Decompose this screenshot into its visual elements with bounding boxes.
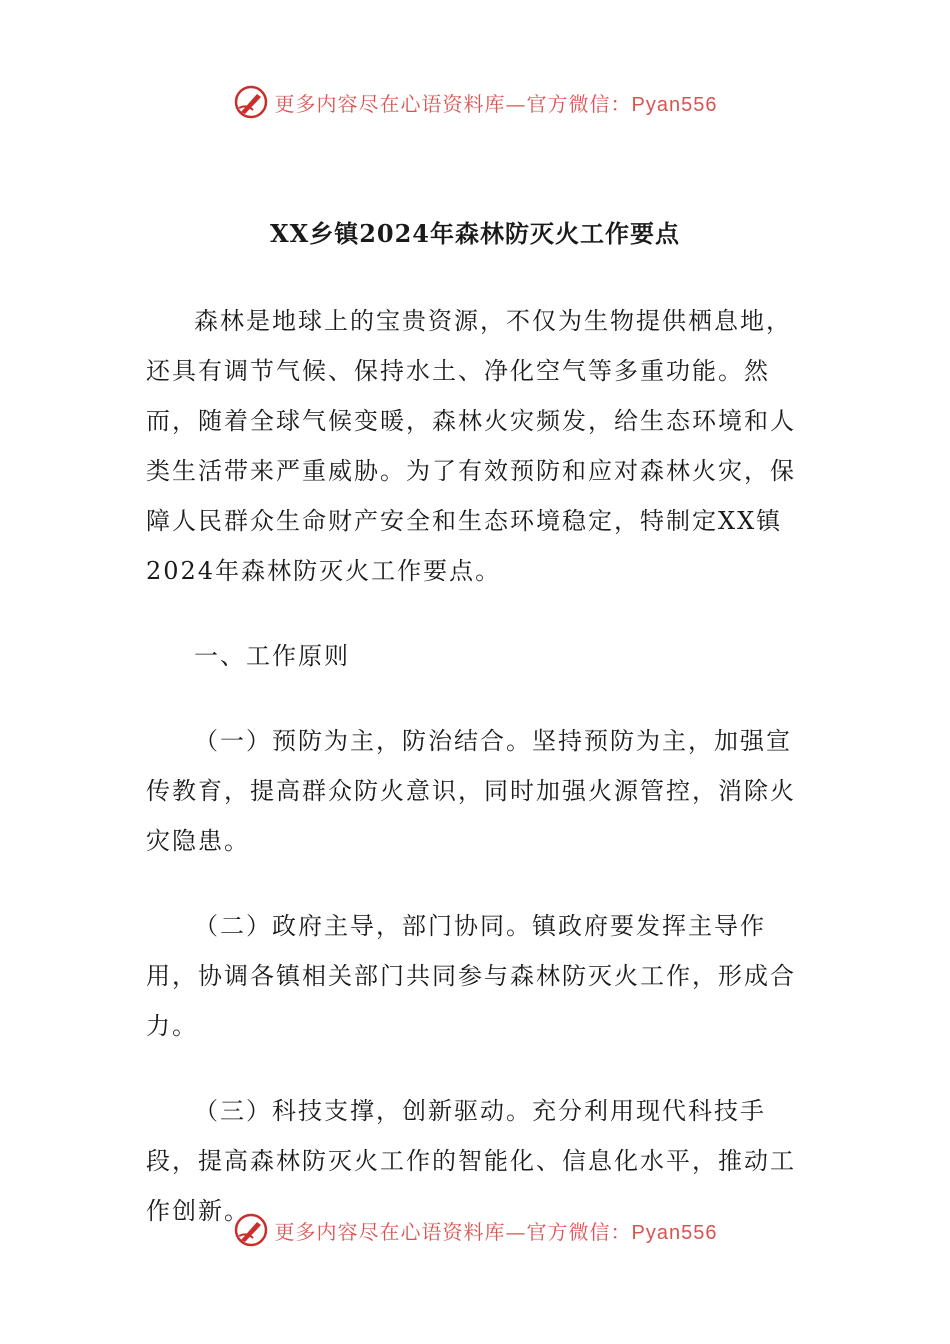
footer-watermark: [0, 1212, 950, 1248]
document-title: XX乡镇2024年森林防灭火工作要点: [269, 219, 681, 248]
watermark-wechat: Pyan556: [631, 93, 718, 116]
intro-paragraph: 森林是地球上的宝贵资源，不仅为生物提供栖息地，还具有调节气候、保持水土、净化空气等多重功能。然而，随着全球气候变暖，森林火灾频发，给生态环境和人类生活带来严重威胁。为了有效预防和应对森林火灾，保障人民群众生命财产安全和生态环境稳定，特制定XX镇2024年森林防灭火工作要点。: [146, 307, 796, 585]
watermark-text: [275, 88, 718, 117]
document-body: [146, 296, 806, 1236]
watermark-label: 更多内容尽在心语资料库—官方微信：: [274, 91, 632, 116]
header-watermark: [0, 84, 950, 120]
watermark-wechat: Pyan556: [631, 1221, 718, 1244]
principle-paragraph: （二）政府主导，部门协同。镇政府要发挥主导作用，协调各镇相关部门共同参与森林防灭火工作，形成合力。: [146, 912, 796, 1040]
watermark-label: 更多内容尽在心语资料库—官方微信：: [274, 1219, 632, 1244]
watermark-text: [275, 1216, 718, 1245]
section-heading: 一、工作原则: [194, 642, 350, 670]
principle-paragraph: （三）科技支撑，创新驱动。充分利用现代科技手段，提高森林防灭火工作的智能化、信息化水平，推动工作创新。: [146, 1097, 796, 1225]
pen-logo-icon: [233, 84, 269, 120]
pen-logo-icon: [233, 1212, 269, 1248]
principle-paragraph: （一）预防为主，防治结合。坚持预防为主，加强宣传教育，提高群众防火意识，同时加强火源管控，消除火灾隐患。: [146, 727, 796, 855]
